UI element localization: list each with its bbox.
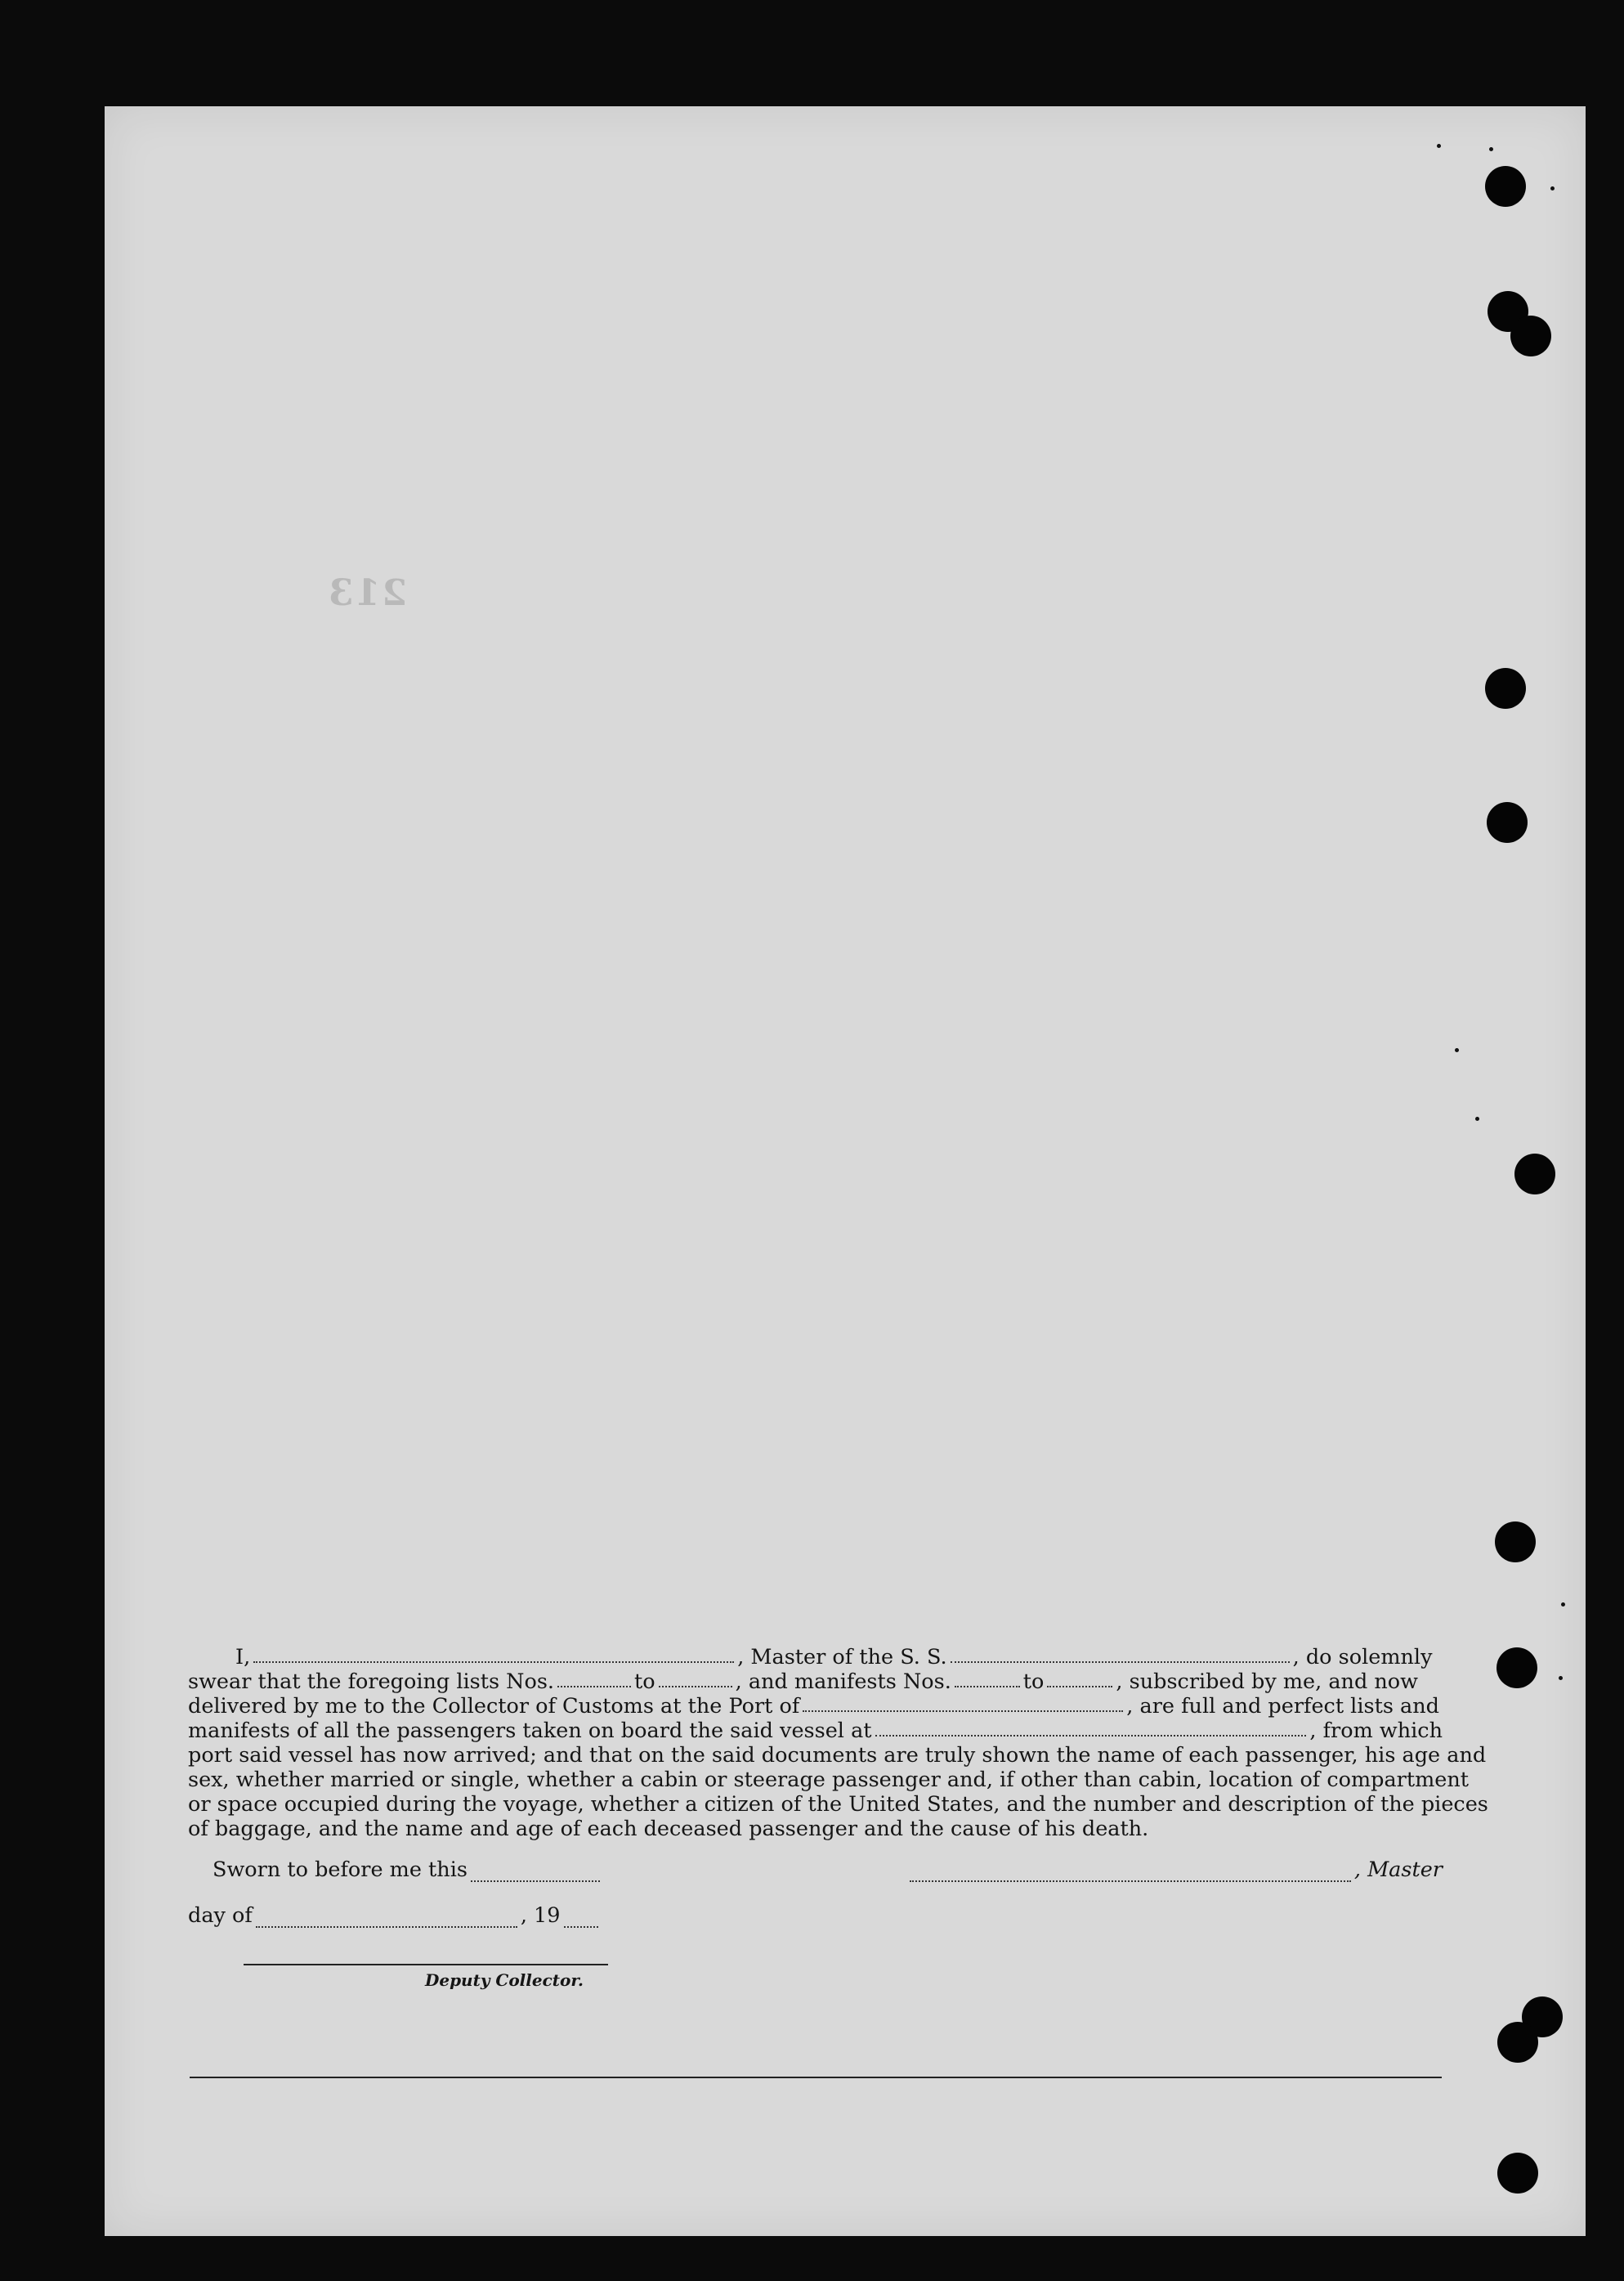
list-to-blank[interactable]	[659, 1669, 732, 1687]
sworn-row	[188, 1858, 1443, 1882]
sworn-row-content	[188, 1858, 1443, 1882]
bottom-rule	[190, 2077, 1442, 2078]
sworn-group	[188, 1858, 603, 1882]
oath-text: I,	[235, 1645, 251, 1669]
sworn-label: Sworn to before me this	[213, 1858, 468, 1882]
punch-hole	[1497, 2153, 1538, 2194]
deputy-signature-line[interactable]	[244, 1964, 608, 1965]
bleed-through-number: 213	[327, 572, 407, 614]
dust-speck	[1475, 1117, 1479, 1121]
dust-speck	[1559, 1676, 1563, 1680]
oath-text: , Master of the S. S.	[737, 1645, 947, 1669]
oath-text: to	[634, 1669, 655, 1694]
oath-line: port said vessel has now arrived; and that on the said documents are truly shown the name of each passenger, his age and	[188, 1743, 1487, 1768]
boarding-port-blank[interactable]	[875, 1719, 1307, 1737]
oath-text: swear that the foregoing lists Nos.	[188, 1669, 555, 1694]
oath-text: delivered by me to the Collector of Customs at the Port of	[188, 1694, 800, 1719]
oath-text: manifests of all the passengers taken on board the said vessel at	[188, 1719, 872, 1743]
punch-hole	[1485, 668, 1526, 709]
master-label: , Master	[1353, 1858, 1443, 1882]
manifest-from-blank[interactable]	[955, 1669, 1020, 1687]
oath-line: sex, whether married or single, whether a cabin or steerage passenger and, if other than cabin, location of compartment	[188, 1768, 1470, 1792]
dust-speck	[1437, 144, 1441, 148]
punch-hole	[1487, 802, 1528, 843]
deputy-collector-label: Deputy Collector.	[425, 1970, 584, 1990]
oath-line	[188, 1719, 1443, 1743]
punch-hole	[1510, 316, 1551, 356]
punch-hole	[1495, 1521, 1536, 1562]
oath-line: of baggage, and the name and age of each deceased passenger and the cause of his death.	[188, 1817, 1149, 1841]
punch-hole	[1485, 166, 1526, 207]
oath-text: , and manifests Nos.	[735, 1669, 951, 1694]
punch-hole	[1497, 2022, 1538, 2063]
oath-line: or space occupied during the voyage, whether a citizen of the United States, and the number and description of the pieces	[188, 1792, 1488, 1817]
oath-line	[188, 1694, 1443, 1719]
oath-paragraph	[188, 1645, 1488, 1841]
day-of-row	[188, 1903, 602, 1928]
list-from-blank[interactable]	[557, 1669, 631, 1687]
punch-hole	[1496, 1647, 1537, 1688]
year-blank[interactable]	[564, 1910, 598, 1928]
dust-speck	[1561, 1602, 1565, 1607]
month-blank[interactable]	[256, 1910, 517, 1928]
oath-text: , are full and perfect lists and	[1126, 1694, 1439, 1719]
oath-text: , from which	[1309, 1719, 1443, 1743]
dust-speck	[1550, 186, 1555, 190]
dust-speck	[1489, 147, 1493, 151]
day-of-label: day of	[188, 1903, 253, 1928]
sworn-day-blank[interactable]	[471, 1864, 600, 1882]
master-signature-blank[interactable]	[910, 1864, 1351, 1882]
punch-hole	[1514, 1154, 1555, 1194]
port-blank[interactable]	[803, 1694, 1123, 1712]
oath-line	[188, 1645, 1443, 1669]
oath-text: , subscribed by me, and now	[1116, 1669, 1418, 1694]
oath-line	[188, 1669, 1443, 1694]
dust-speck	[1455, 1048, 1459, 1052]
manifest-to-blank[interactable]	[1047, 1669, 1112, 1687]
master-signature-group	[906, 1858, 1443, 1882]
year-label: , 19	[520, 1903, 561, 1928]
oath-text: to	[1022, 1669, 1045, 1694]
oath-text: , do solemnly	[1292, 1645, 1433, 1669]
vessel-name-blank[interactable]	[951, 1645, 1290, 1663]
master-name-blank[interactable]	[253, 1645, 734, 1663]
